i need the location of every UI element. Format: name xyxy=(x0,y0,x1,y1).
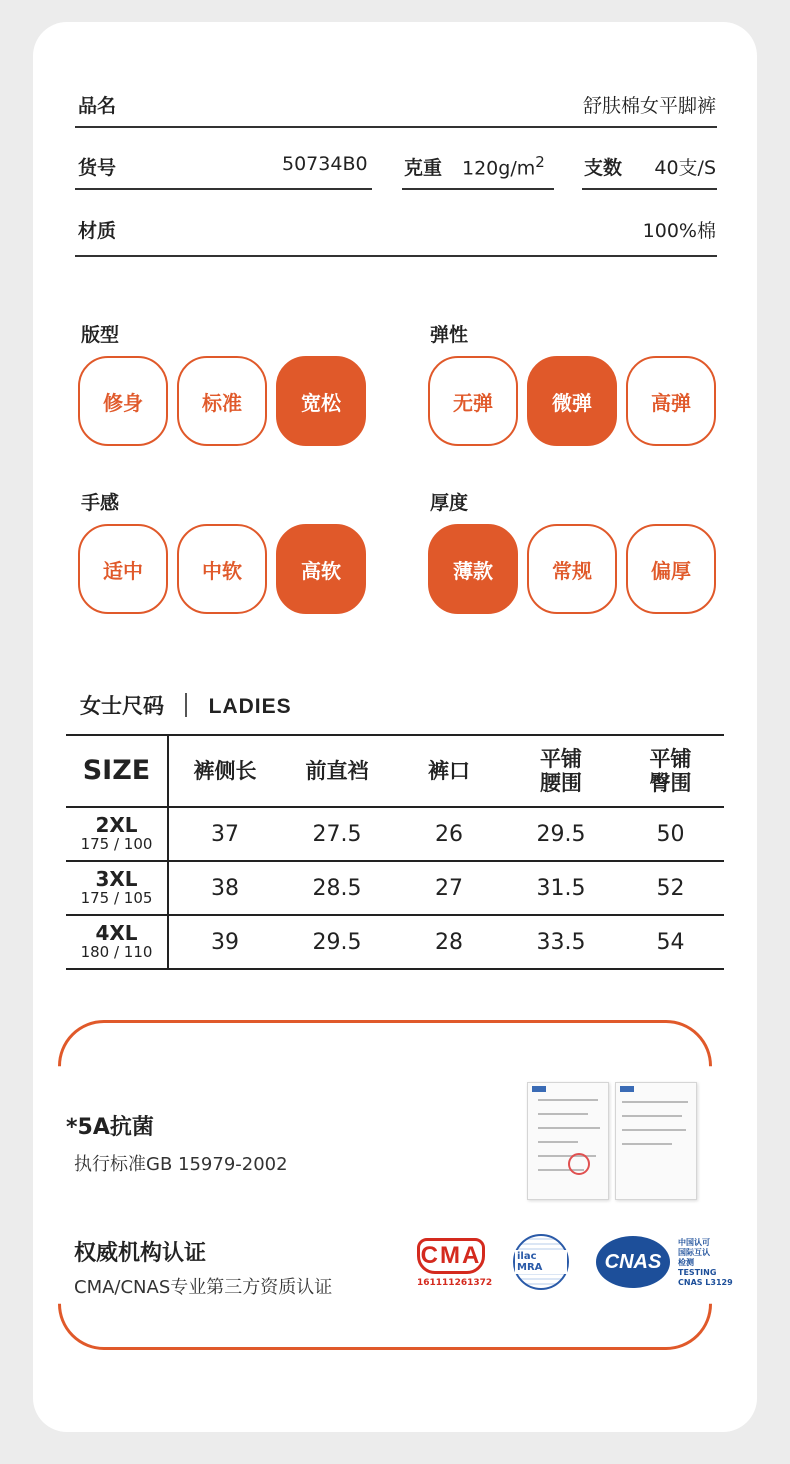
size-chart-title: 女士尺码 LADIES xyxy=(80,694,292,718)
thickness-title: 厚度 xyxy=(430,492,469,514)
cnas-caption: 中国认可 国际互认 检测 TESTING CNAS L3129 xyxy=(678,1238,733,1287)
table-cell: 28.5 xyxy=(281,861,393,915)
test-report-image xyxy=(615,1082,697,1200)
thickness-option-thick: 偏厚 xyxy=(626,524,716,614)
table-cell: 54 xyxy=(617,915,724,969)
code-label: 货号 xyxy=(78,157,117,179)
weight-value: $120g/m^2$ xyxy=(462,153,545,180)
elasticity-title: 弹性 xyxy=(430,324,469,346)
table-cell: 29.5 xyxy=(505,807,617,861)
size-cell: 3XL 175 / 105 xyxy=(66,861,168,915)
table-cell: 37 xyxy=(168,807,281,861)
header-leg-opening: 裤口 xyxy=(393,735,505,807)
fit-option-standard: 标准 xyxy=(177,356,267,446)
table-cell: 26 xyxy=(393,807,505,861)
header-size: SIZE xyxy=(66,735,168,807)
name-label: 品名 xyxy=(78,95,117,117)
test-report-image xyxy=(527,1082,609,1200)
divider xyxy=(75,126,717,128)
material-label: 材质 xyxy=(78,220,117,242)
antibac-title: *5A抗菌 xyxy=(66,1115,154,1140)
size-table xyxy=(66,734,724,970)
thickness-option-thin: 薄款 xyxy=(428,524,518,614)
table-cell: 27.5 xyxy=(281,807,393,861)
fit-title: 版型 xyxy=(81,324,120,346)
count-label: 支数 xyxy=(584,157,623,179)
ilac-mra-logo: ilac MRA xyxy=(513,1234,569,1290)
divider xyxy=(402,188,554,190)
hand-feel-option-soft: 中软 xyxy=(177,524,267,614)
fit-option-slim: 修身 xyxy=(78,356,168,446)
code-value: 50734B0 xyxy=(282,153,368,175)
size-cell: 2XL 175 / 100 xyxy=(66,807,168,861)
table-cell: 31.5 xyxy=(505,861,617,915)
material-value: 100%棉 xyxy=(642,220,716,242)
size-cell: 4XL 180 / 110 xyxy=(66,915,168,969)
elasticity-option-slight: 微弹 xyxy=(527,356,617,446)
auth-description: CMA/CNAS专业第三方资质认证 xyxy=(74,1277,333,1298)
fit-option-loose: 宽松 xyxy=(276,356,366,446)
weight-label: 克重 xyxy=(404,157,443,179)
header-hip: 平铺 臀围 xyxy=(617,735,724,807)
table-cell: 52 xyxy=(617,861,724,915)
table-cell: 27 xyxy=(393,861,505,915)
header-side-length: 裤侧长 xyxy=(168,735,281,807)
table-cell: 33.5 xyxy=(505,915,617,969)
elasticity-option-none: 无弹 xyxy=(428,356,518,446)
hand-feel-title: 手感 xyxy=(81,492,120,514)
hand-feel-option-medium: 适中 xyxy=(78,524,168,614)
table-row xyxy=(66,807,724,861)
table-row xyxy=(66,915,724,969)
header-front-rise: 前直裆 xyxy=(281,735,393,807)
table-row xyxy=(66,861,724,915)
divider xyxy=(582,188,717,190)
thickness-option-regular: 常规 xyxy=(527,524,617,614)
hand-feel-option-extra-soft: 高软 xyxy=(276,524,366,614)
elasticity-option-high: 高弹 xyxy=(626,356,716,446)
count-value: 40支/S xyxy=(654,157,716,179)
cnas-logo: CNAS xyxy=(596,1236,670,1288)
table-cell: 29.5 xyxy=(281,915,393,969)
cma-logo: CMA 161111261372 xyxy=(417,1238,485,1288)
name-value: 舒肤棉女平脚裤 xyxy=(582,95,716,117)
table-cell: 38 xyxy=(168,861,281,915)
divider xyxy=(75,255,717,257)
table-cell: 28 xyxy=(393,915,505,969)
antibac-standard: 执行标准GB 15979-2002 xyxy=(74,1154,288,1175)
divider xyxy=(75,188,372,190)
auth-title: 权威机构认证 xyxy=(74,1241,207,1266)
table-cell: 39 xyxy=(168,915,281,969)
header-waist: 平铺 腰围 xyxy=(505,735,617,807)
table-cell: 50 xyxy=(617,807,724,861)
